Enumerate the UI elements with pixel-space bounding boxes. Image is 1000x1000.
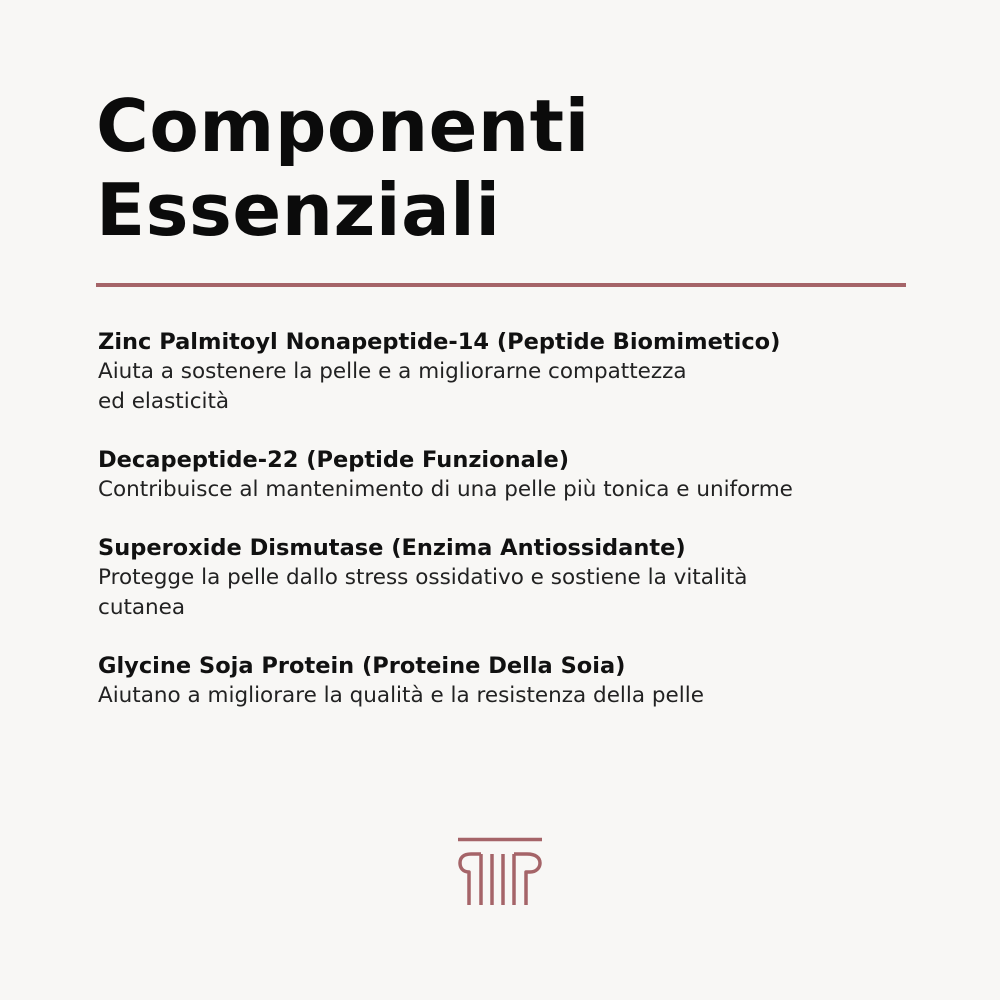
component-name: Glycine Soja Protein (Proteine Della Soia) xyxy=(98,653,626,679)
component-description: Protegge la pelle dallo stress ossidativo e sostiene la vitalità cutanea xyxy=(98,565,748,620)
page-title-line-2: Essenziali xyxy=(96,168,501,252)
component-description: Aiuta a sostenere la pelle e a migliorarne compattezza ed elasticità xyxy=(98,359,687,414)
component-name: Zinc Palmitoyl Nonapeptide-14 (Peptide Biomimetico) xyxy=(98,329,781,355)
page-title-line-1: Componenti xyxy=(96,84,590,168)
component-item xyxy=(98,651,918,711)
components-list xyxy=(98,327,918,739)
component-item xyxy=(98,445,918,505)
component-name: Decapeptide-22 (Peptide Funzionale) xyxy=(98,447,570,473)
title-divider xyxy=(96,283,906,287)
component-description: Aiutano a migliorare la qualità e la resistenza della pelle xyxy=(98,683,704,708)
column-capital-logo-icon xyxy=(457,836,543,908)
component-description: Contribuisce al mantenimento di una pelle più tonica e uniforme xyxy=(98,477,793,502)
page-title xyxy=(96,84,590,252)
component-item xyxy=(98,533,918,623)
component-name: Superoxide Dismutase (Enzima Antiossidante) xyxy=(98,535,686,561)
component-item xyxy=(98,327,918,417)
